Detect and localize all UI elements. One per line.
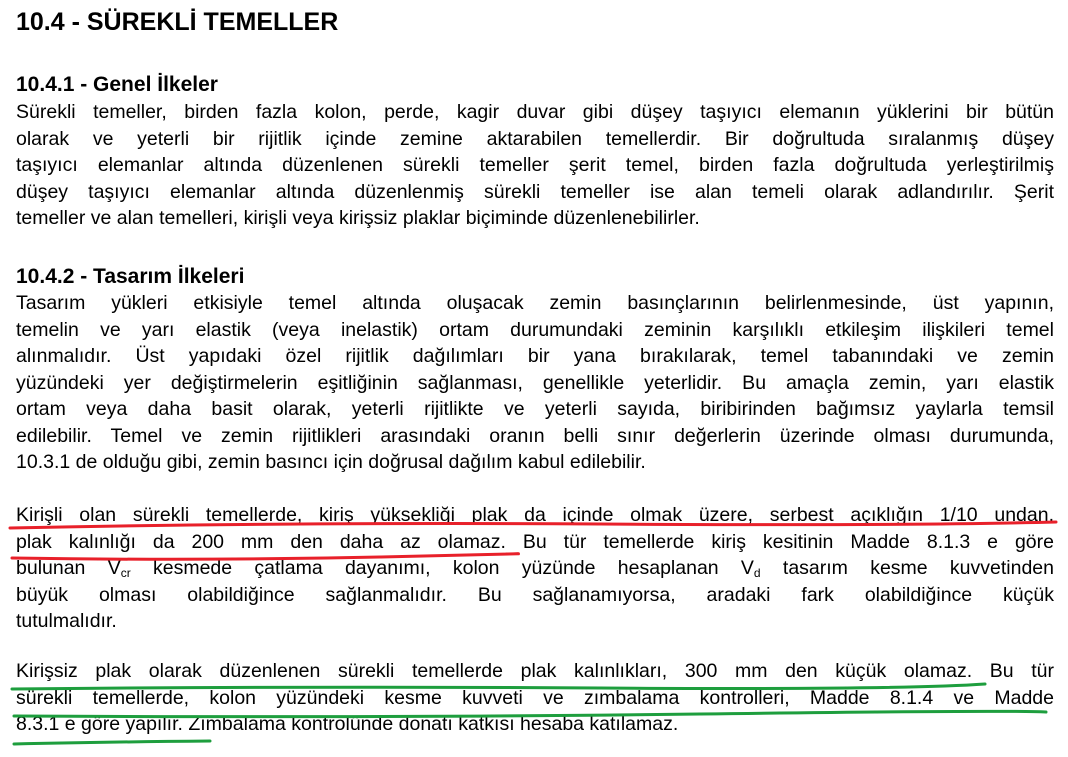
text-line: ortam veya daha basit olarak, yeterli rijitlikte ve yeterli sayıda, biribirinden bağımsız yaylarla temsil [16,398,1054,420]
paragraph-beam-foundations [16,502,1054,635]
text-fragment: tasarım kesme kuvvetinden [760,557,1054,579]
text-line: alınmalıdır. Üst yapıdaki özel rijitlik dağılımları bir yana bırakılarak, temel tabanındaki ve zemin [16,345,1054,367]
paragraph-design-principles [16,290,1054,476]
subsection-heading-general-principles: 10.4.1 - Genel İlkeler [16,73,218,96]
text-line: yüzündeki yer değiştirmelerin eşitliğinin sağlanması, genellikle yeterlidir. Bu amaçla zemin, yarı elastik [16,371,1054,394]
text-line: temeller ve alan temelleri, kirişli veya kirişsiz plaklar biçiminde düzenlenebilirler. [16,207,700,229]
paragraph-general-principles [16,99,1054,232]
text-line: Kirişsiz plak olarak düzenlenen sürekli temellerde plak kalınlıkları, 300 mm den küçük olamaz. Bu tür [16,660,1054,682]
section-title: 10.4 - SÜREKLİ TEMELLER [16,8,339,36]
text-line: plak kalınlığı da 200 mm den daha az olamaz. Bu tür temellerde kiriş kesitinin Madde 8.1.3 e göre [16,530,1054,553]
text-line: olarak ve yeterli bir rijitlik içinde zemine aktarabilen temellerdir. Bir doğrultuda sıralanmış düşey [16,127,1054,150]
text-line: Kirişli olan sürekli temellerde, kiriş yüksekliği plak da içinde olmak üzere, serbest açıklığın 1/10 undan, [16,504,1054,526]
text-fragment: kesmede çatlama dayanımı, kolon yüzünde hesaplanan V [130,557,754,579]
text-line: tutulmalıdır. [16,610,117,632]
text-line: edilebilir. Temel ve zemin rijitlikleri arasındaki oranın belli sınır değerlerin üzerinde olması durumunda, [16,424,1054,447]
text-line: 8.3.1 e göre yapılır. Zımbalama kontrolünde donatı katkısı hesaba katılamaz. [16,713,679,735]
text-line: Tasarım yükleri etkisiyle temel altında oluşacak zemin basınçlarının belirlenmesinde, üst yapının, [16,292,1054,314]
text-line: 10.3.1 de olduğu gibi, zemin basıncı için doğrusal dağılım kabul edilebilir. [16,451,646,473]
green-underline [14,741,210,744]
text-line: sürekli temellerde, kolon yüzündeki kesme kuvveti ve zımbalama kontrolleri, Madde 8.1.4 ve Madde [16,686,1054,709]
subsection-heading-design-principles: 10.4.2 - Tasarım İlkeleri [16,265,245,288]
text-line: büyük olması olabildiğince sağlanmalıdır. Bu sağlanamıyorsa, aradaki fark olabildiğince küçük [16,583,1054,606]
text-line: düşey taşıyıcı elemanlar altında düzenlenmiş sürekli temeller ise alan temeli olarak adlandırılır. Şerit [16,180,1054,203]
text-line: taşıyıcı elemanlar altında düzenlenen sürekli temeller şerit temel, birden fazla doğrultuda yerleştirilmiş [16,154,1054,176]
text-line-with-subscripts [16,555,1054,582]
text-line: temelin ve yarı elastik (veya inelastik) ortam durumundaki zeminin karşılıklı etkileşim ilişkileri temel [16,318,1054,341]
paragraph-flat-plate-foundations [16,658,1054,738]
text-fragment: bulunan V [16,557,121,579]
subscript-d: d [753,566,761,580]
subscript-cr: cr [120,566,131,580]
text-line: Sürekli temeller, birden fazla kolon, perde, kagir duvar gibi düşey taşıyıcı elemanın yüklerini bir bütün [16,101,1054,123]
